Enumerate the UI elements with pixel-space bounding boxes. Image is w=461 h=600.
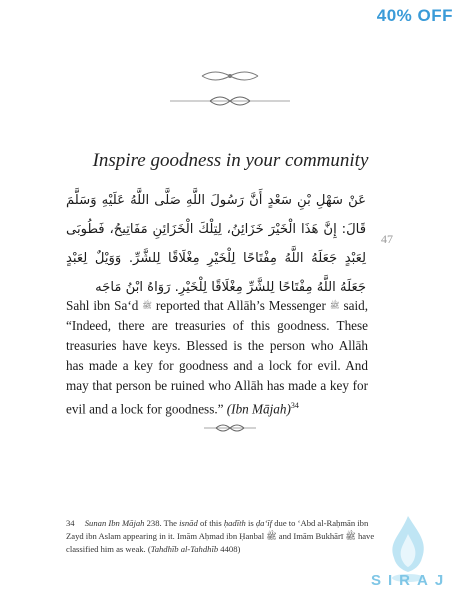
footnote-text: of this [199,518,222,528]
page-title: Inspire goodness in your community [92,150,369,171]
honorific-icon: ﷺ [142,301,152,310]
footnote-source: Sunan Ibn Mājah [84,518,145,528]
top-flourish-ornament [200,66,260,86]
english-translation [66,296,368,419]
honorific-icon: ﷺ [345,531,356,541]
honorific-icon: ﷺ [329,301,340,310]
bottom-flourish-ornament [200,420,260,436]
footnote-text: is [247,518,254,528]
translation-part: reported that Allāh’s Messenger [155,298,326,313]
footnote-number: 34 [66,518,75,528]
divider-ornament [170,92,290,110]
footnote-term: isnād [179,518,198,528]
footnote-term: Tahdhīb al-Tahdhīb [150,544,219,554]
footnote-term: ḍa‘īf [255,518,273,528]
footnote-text: due to ‘Abd al-Raḥmān ibn Zayd ibn Aslam appearing in it. Imām Aḥmad ibn Ḥanbal [66,518,369,541]
honorific-icon: ﷺ [266,531,277,541]
footnote-text: 238. The [146,518,177,528]
footnote-text: have classified him as weak. ( [66,531,375,554]
footnote [66,517,376,556]
source-citation: (Ibn Mājah) [226,401,291,417]
footnote-text: 4408) [220,544,241,554]
translation-part: said, “Indeed, there are treasuries of this goodness. These treasuries have keys. Blessed is the person who Allāh has made a key for goodness and a lock for evil. And may that person be ruined who Allāh has made a key for evil and a lock for goodness.” [66,298,368,417]
footnote-term: ḥadīth [223,518,246,528]
footnote-text: and Imām Bukhārī [278,531,344,541]
page-number: 47 [381,232,393,246]
translation-part: Sahl ibn Sa‘d [66,298,139,313]
brand-logo-text: SIRAJ [371,572,451,589]
footnote-reference: 34 [290,401,299,410]
arabic-hadith-text: عَنْ سَهْلِ بْنِ سَعْدٍ أَنَّ رَسُولَ اللَّهِ صَلَّى اللَّهُ عَلَيْهِ وَسَلَّمَ قَالَ: إِنَّ هَذَا الْخَيْرَ خَزَائِنُ، لِتِلْكَ الْخَزَائِنِ مَفَاتِيحُ، فَطُوبَى لِعَبْدٍ جَعَلَهُ اللَّهُ مِفْتَاحًا لِلْخَيْرِ مِغْلَاقًا لِلشَّرِّ. وَوَيْلٌ لِعَبْدٍ جَعَلَهُ اللَّهُ مِفْتَاحًا لِلشَّرِّ مِغْلَاقًا لِلْخَيْرِ. رَوَاهُ ابْنُ مَاجَه [66,193,366,295]
discount-badge: 40% OFF [376,6,453,25]
